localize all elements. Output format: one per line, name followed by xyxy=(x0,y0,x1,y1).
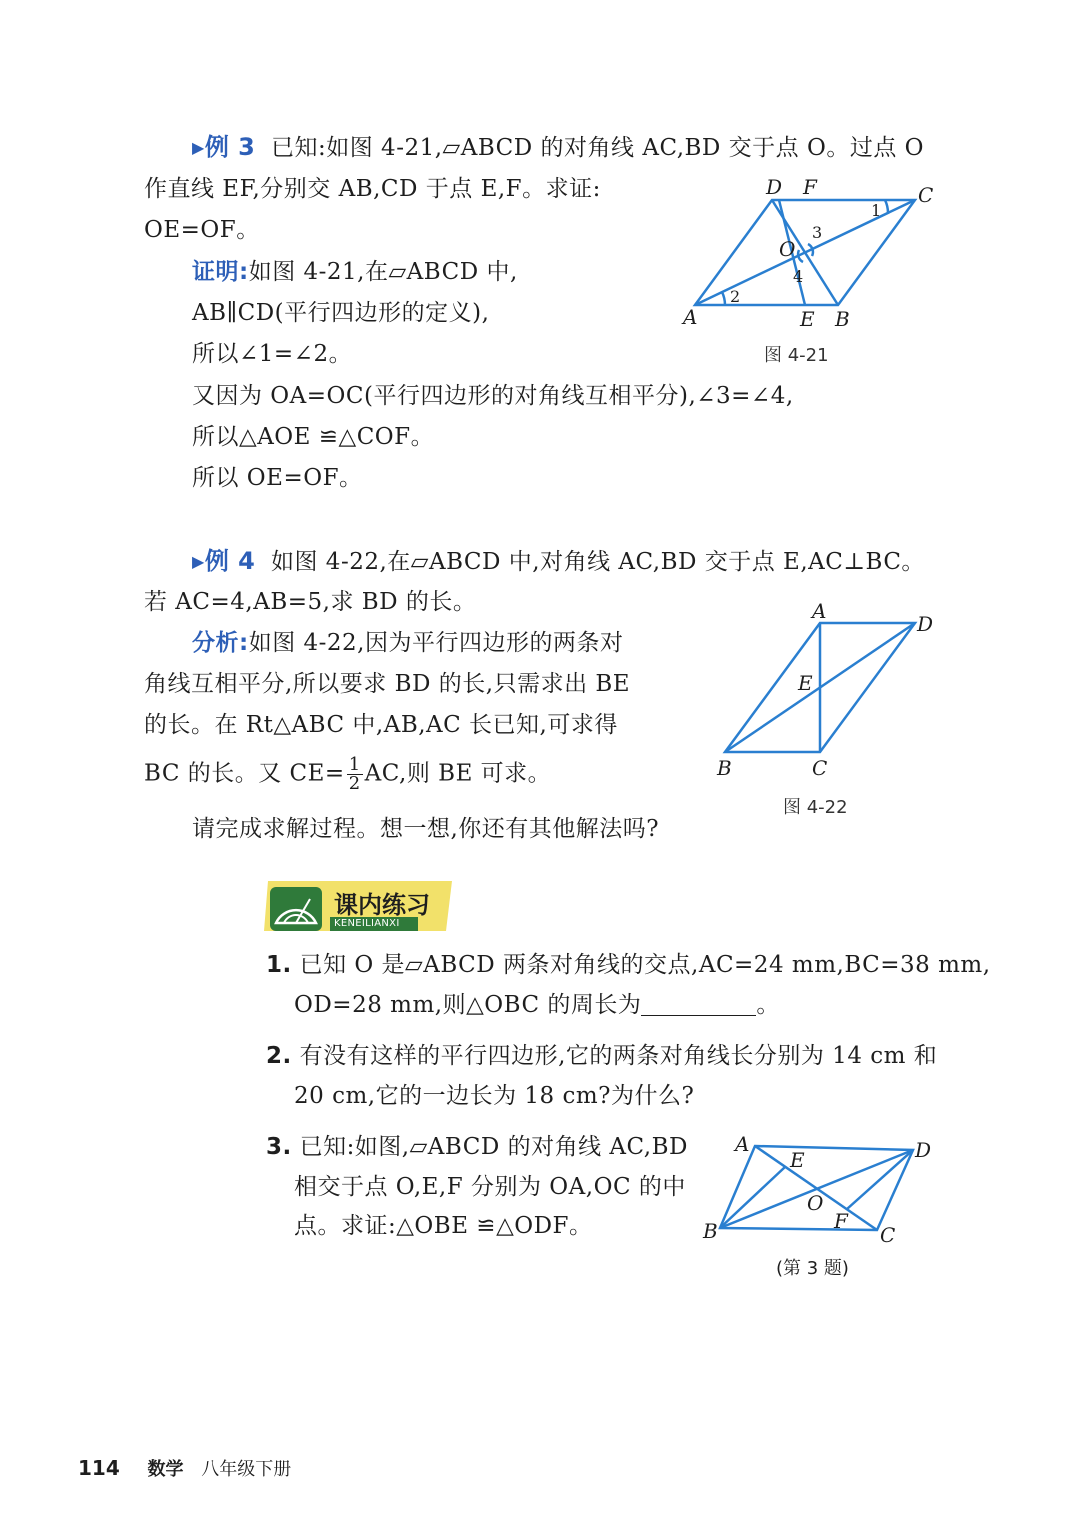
question3-text1: 已知:如图,▱ABCD 的对角线 AC,BD xyxy=(299,1134,688,1160)
fig3-label-e: E xyxy=(790,1148,805,1172)
example4-label-text: 例 4 xyxy=(204,547,256,575)
analysis-label: 分析: xyxy=(192,630,249,656)
angle-1-arc xyxy=(885,200,888,213)
example3-line2: 作直线 EF,分别交 AB,CD 于点 E,F。求证: xyxy=(144,176,601,202)
fig21-label-d: D xyxy=(766,175,783,199)
fig21-angle-2: 2 xyxy=(730,287,741,306)
figure-4-21-caption: 图 4-21 xyxy=(764,345,829,366)
question1-text2b: 。 xyxy=(756,992,780,1018)
exercise-banner-title: 课内练习 xyxy=(334,891,430,919)
example4-closing: 请完成求解过程。想一想,你还有其他解法吗? xyxy=(192,816,660,842)
example3-proof-line2: AB∥CD(平行四边形的定义), xyxy=(192,300,490,326)
segment-be xyxy=(720,1167,785,1228)
fraction-numerator: 1 xyxy=(348,754,361,775)
analysis-text1: 如图 4-22,因为平行四边形的两条对 xyxy=(248,630,624,656)
fig3-label-a: A xyxy=(735,1132,750,1156)
proof-label: 证明: xyxy=(192,259,249,285)
analysis-text4a: BC 的长。又 CE= xyxy=(144,760,345,787)
analysis-text4b: AC,则 BE 可求。 xyxy=(364,760,552,787)
example4-analysis-line1 xyxy=(192,628,624,658)
segment-df xyxy=(847,1150,913,1209)
fig3-label-d: D xyxy=(915,1138,932,1162)
example3-proof-line5: 所以△AOE ≌△COF。 xyxy=(192,424,435,450)
example3-label: ▶例 3 xyxy=(192,133,256,161)
example3-proof-line6: 所以 OE=OF。 xyxy=(192,465,363,491)
angle-2-arc xyxy=(722,292,725,305)
figure-4-22 xyxy=(705,598,945,788)
answer-blank[interactable] xyxy=(641,993,756,1016)
fig22-label-e: E xyxy=(798,671,813,695)
fraction-one-half xyxy=(347,756,363,793)
question2-number: 2. xyxy=(266,1043,292,1069)
proof-text1: 如图 4-21,在▱ABCD 中, xyxy=(248,259,518,285)
fig3-label-b: B xyxy=(703,1219,718,1243)
example3-line3: OE=OF。 xyxy=(144,217,260,243)
example4-label: ▶例 4 xyxy=(192,547,256,575)
question3-line3: 点。求证:△OBE ≌△ODF。 xyxy=(294,1213,593,1239)
fraction-denominator: 2 xyxy=(348,773,361,794)
question2-text1: 有没有这样的平行四边形,它的两条对角线长分别为 14 cm 和 xyxy=(299,1043,938,1069)
example4-analysis-line4 xyxy=(144,756,551,793)
question1-line1 xyxy=(266,950,991,980)
fig22-label-d: D xyxy=(917,612,934,636)
question3-line1 xyxy=(266,1132,688,1162)
fig21-label-a: A xyxy=(683,305,698,329)
example3-proof-line3: 所以∠1=∠2。 xyxy=(192,341,353,367)
example4-analysis-line2: 角线互相平分,所以要求 BD 的长,只需求出 BE xyxy=(144,671,631,697)
fig21-label-f: F xyxy=(803,175,817,199)
fig3-label-o: O xyxy=(807,1191,824,1215)
fig21-label-b: B xyxy=(835,307,850,331)
figure-4-21 xyxy=(670,172,950,332)
figure-question3 xyxy=(695,1130,945,1250)
example4-line1 xyxy=(192,546,925,577)
question1-text1: 已知 O 是▱ABCD 两条对角线的交点,AC=24 mm,BC=38 mm, xyxy=(299,952,991,978)
page-number: 114 xyxy=(78,1456,120,1480)
example3-line1 xyxy=(192,132,924,163)
fig22-label-a: A xyxy=(812,599,827,623)
fig3-label-f: F xyxy=(834,1209,848,1233)
question1-line2 xyxy=(294,990,780,1020)
footer-subject: 数学 xyxy=(147,1459,184,1480)
question3-number: 3. xyxy=(266,1134,292,1160)
example3-proof-line1 xyxy=(192,257,518,287)
fig21-angle-4: 4 xyxy=(793,267,804,286)
question3-caption: (第 3 题) xyxy=(776,1258,849,1279)
fig21-angle-3: 3 xyxy=(812,223,823,242)
question3-line2: 相交于点 O,E,F 分别为 OA,OC 的中 xyxy=(294,1174,686,1200)
example3-text1: 已知:如图 4-21,▱ABCD 的对角线 AC,BD 交于点 O。过点 O xyxy=(271,135,925,161)
protractor-icon xyxy=(270,887,322,931)
question1-number: 1. xyxy=(266,952,292,978)
fig21-label-e: E xyxy=(800,307,815,331)
question2-line2: 20 cm,它的一边长为 18 cm?为什么? xyxy=(294,1083,695,1109)
figure-4-22-caption: 图 4-22 xyxy=(783,797,848,818)
fig21-label-o: O xyxy=(779,237,796,261)
example4-line2: 若 AC=4,AB=5,求 BD 的长。 xyxy=(144,589,477,615)
page-footer xyxy=(78,1455,291,1481)
exercise-banner xyxy=(262,875,454,937)
fig3-label-c: C xyxy=(880,1223,896,1247)
question2-line1 xyxy=(266,1041,937,1071)
example4-analysis-line3: 的长。在 Rt△ABC 中,AB,AC 长已知,可求得 xyxy=(144,712,618,738)
example4-text1: 如图 4-22,在▱ABCD 中,对角线 AC,BD 交于点 E,AC⊥BC。 xyxy=(271,549,925,575)
exercise-banner-subtitle: KENEILIANXI xyxy=(334,918,400,929)
footer-grade: 八年级下册 xyxy=(201,1459,292,1480)
fig22-label-b: B xyxy=(717,756,732,780)
question1-text2a: OD=28 mm,则△OBC 的周长为 xyxy=(294,992,642,1018)
example3-label-text: 例 3 xyxy=(204,133,256,161)
fig21-label-c: C xyxy=(918,183,934,207)
fig21-angle-1: 1 xyxy=(871,201,882,220)
example3-proof-line4: 又因为 OA=OC(平行四边形的对角线互相平分),∠3=∠4, xyxy=(192,383,794,409)
fig22-label-c: C xyxy=(812,756,828,780)
